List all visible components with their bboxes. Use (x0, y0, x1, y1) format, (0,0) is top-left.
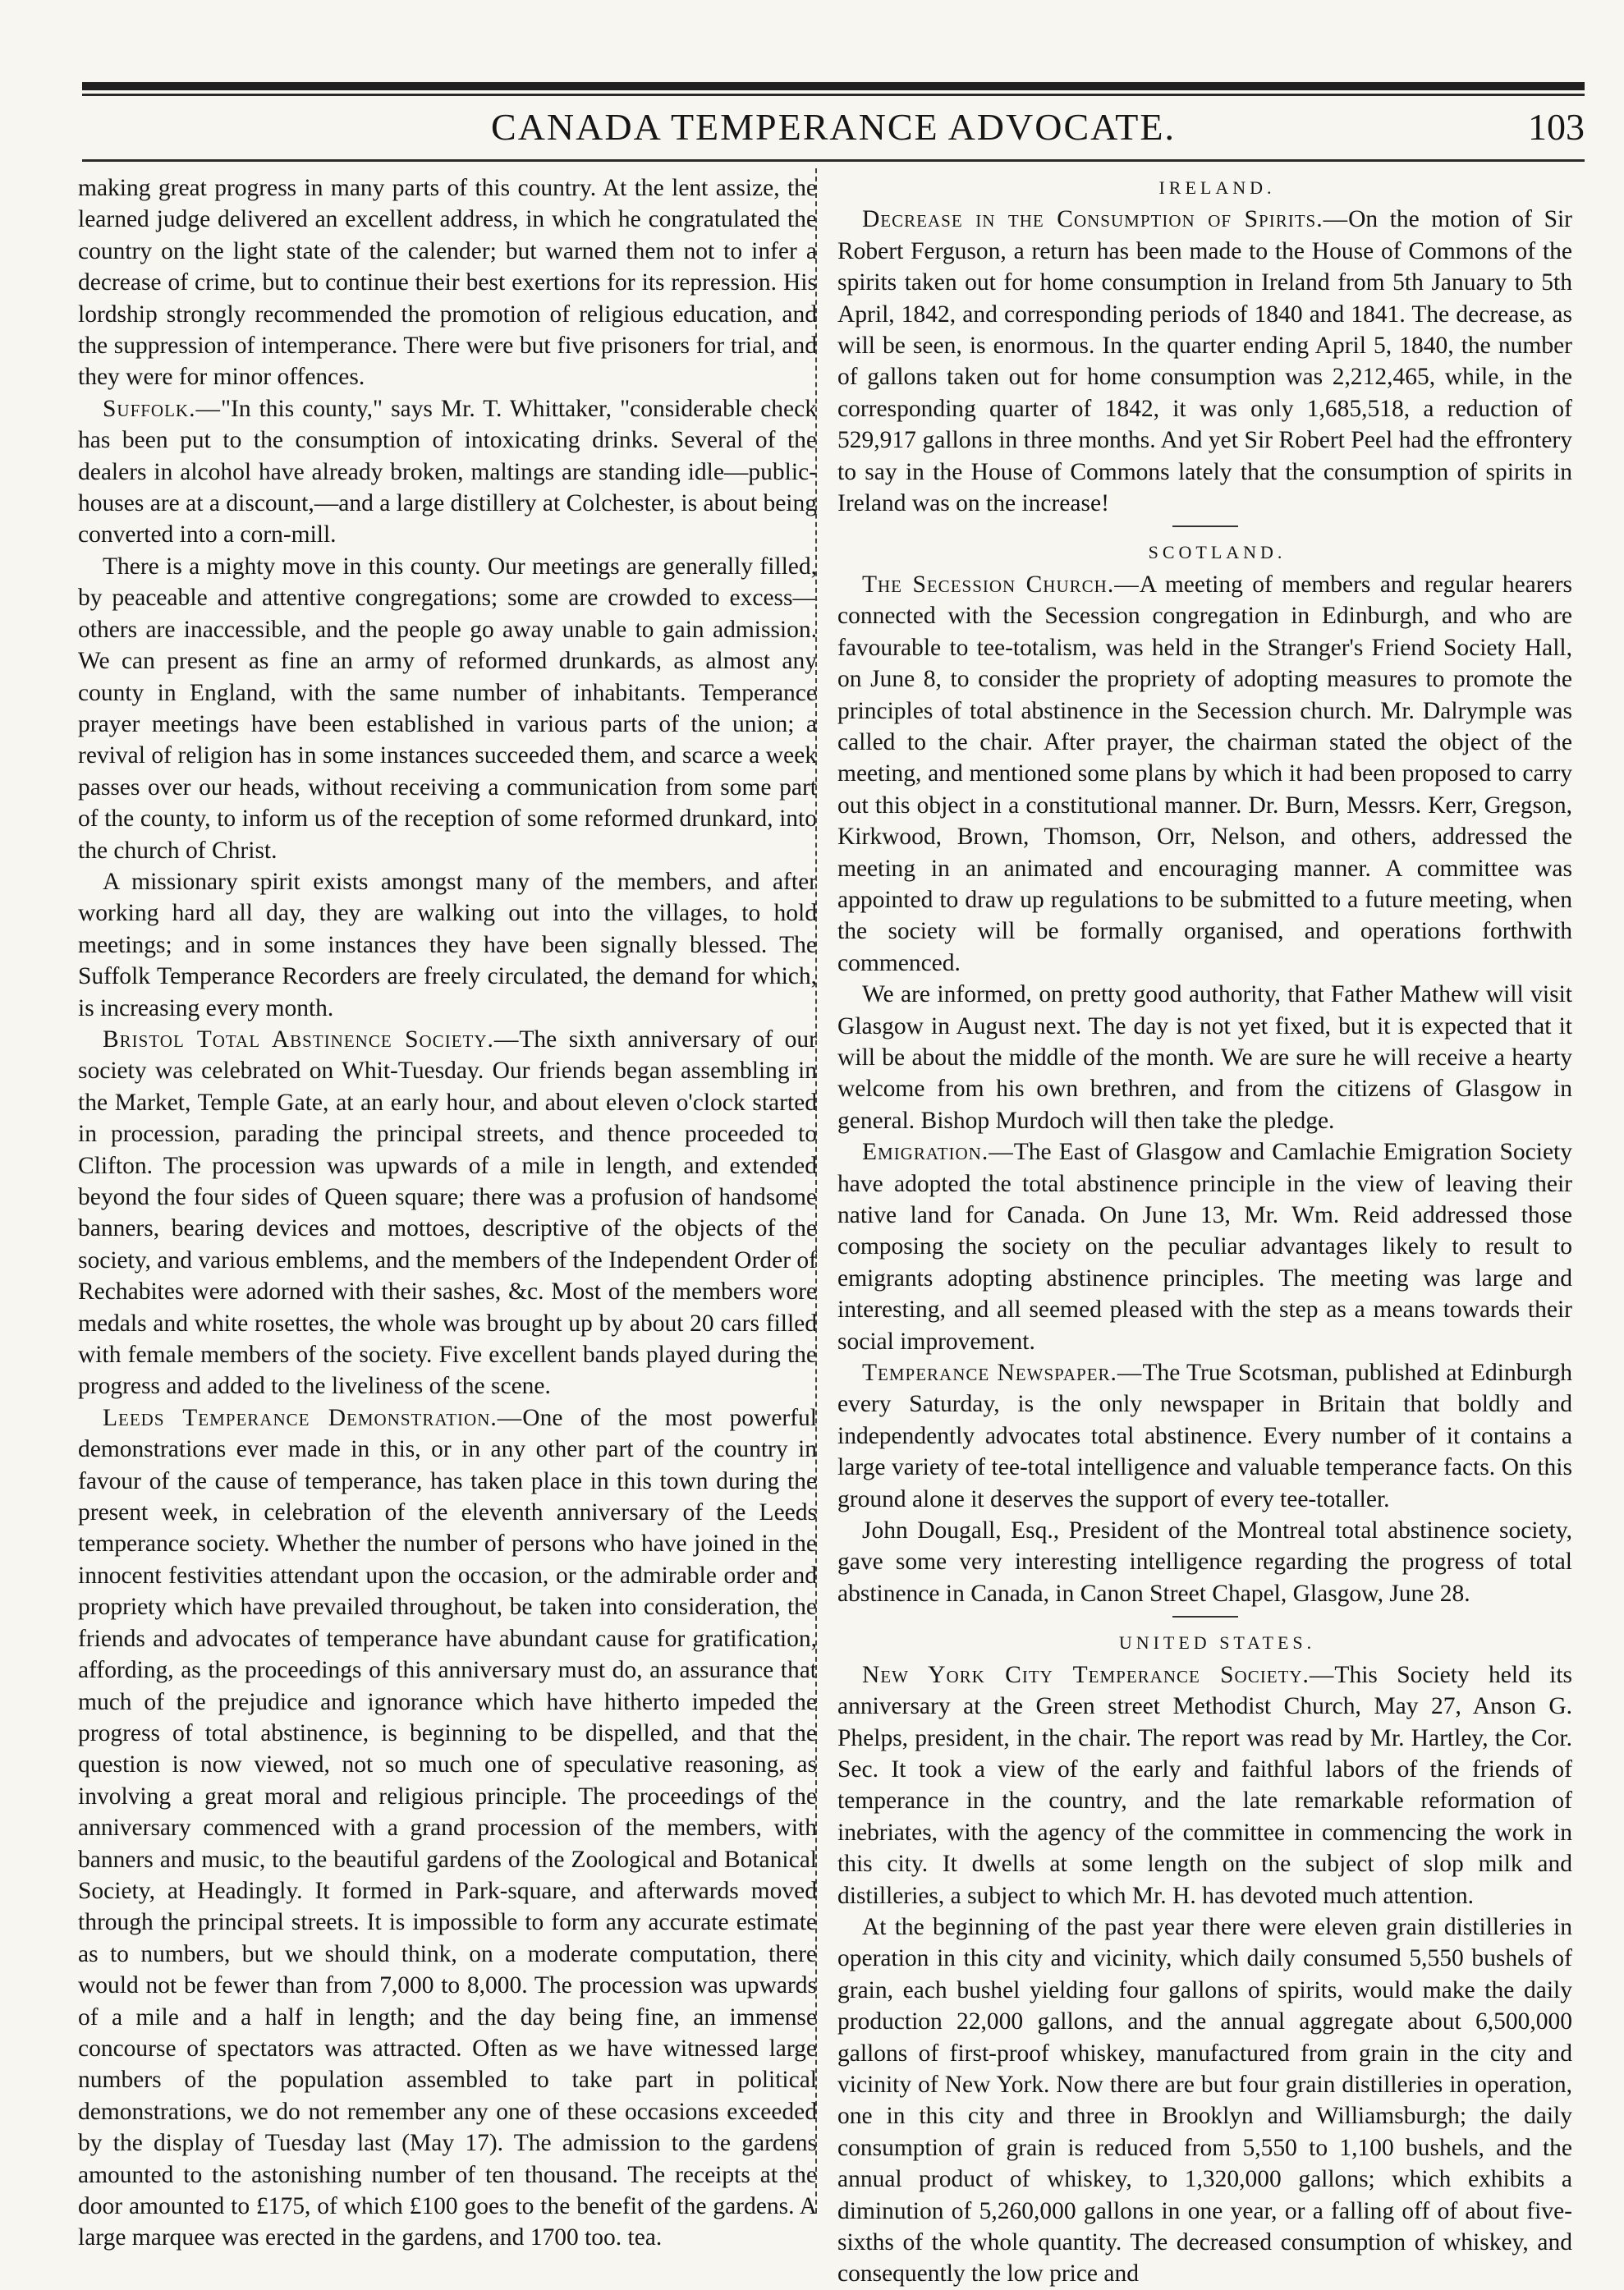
header-rule (82, 159, 1585, 162)
paragraph-heading: The Secession Church.— (862, 571, 1140, 598)
article-paragraph (78, 172, 817, 393)
paragraph-text: John Dougall, Esq., President of the Montreal total abstinence society, gave some very interesting intelligence regarding the progress of total abstinence in Canada, in Canon Street Chapel, Glasgow, June 28. (837, 1517, 1572, 1607)
paragraph-text: The East of Glasgow and Camlachie Emigration Society have adopted the total abstinence principle in the view of leaving their native land for Canada. On June 13, Mr. Wm. Reid addressed those composing the society on the peculiar advantages likely to result to emigrants adopting abstinence principles. The meeting was large and interesting, and all seemed pleased with the step as a means towards their social improvement. (837, 1139, 1572, 1355)
paragraph-text: At the beginning of the past year there were eleven grain distilleries in operation in this city and vicinity, which daily consumed 5,550 bushels of grain, each bushel yielding four gallons of spirits, would make the daily production 22,000 gallons, and the annual aggregate about 6,500,000 gallons of first-proof whiskey, manufactured from grain in the city and vicinity of New York. Now there are but four grain distilleries in operation, one in this city and three in Brooklyn and Williamsburgh; the daily consumption of grain is reduced from 5,550 to 1,100 bushels, and the annual product of whiskey, to 1,320,000 gallons; which exhibits a diminution of 5,260,000 gallons in one year, or a falling off of about five-sixths of the whole quantity. The decreased consumption of whiskey, and consequently the low price and (837, 1913, 1572, 2288)
article-paragraph (837, 1515, 1572, 1609)
page-header (82, 105, 1585, 154)
article-paragraph (78, 551, 817, 866)
left-column (78, 172, 817, 2254)
paragraph-text: "In this county," says Mr. T. Whittaker, "considerable check has been put to the consumption of intoxicating drinks. Several of the dealers in alcohol have already broken, maltings are standing idle—public-houses are at a discount,—and a large distillery at Colchester, is about being converted into a corn-mill. (78, 395, 817, 548)
section-rule (1172, 525, 1238, 527)
paragraph-heading: Leeds Temperance Demonstration.— (103, 1404, 523, 1431)
column-divider (815, 168, 819, 2213)
article-paragraph (837, 979, 1572, 1136)
article-paragraph (837, 569, 1572, 979)
article-paragraph (78, 1402, 817, 2254)
paragraph-heading: Decrease in the Consumption of Spirits.— (862, 206, 1349, 233)
page-number: 103 (1528, 106, 1585, 148)
paragraph-heading: Bristol Total Abstinence Society.— (103, 1026, 520, 1053)
paragraph-text: A missionary spirit exists amongst many of the members, and after working hard all day, they are walking out into the villages, to hold meetings; and in some instances they have been signally blessed. The Suffolk Temperance Recorders are freely circulated, the demand for which, is increasing every month. (78, 868, 817, 1021)
paragraph-text: The True Scotsman, published at Edinburgh every Saturday, is the only newspaper in Britain that boldly and independently advocates total abstinence. Every number of it contains a large variety of tee-total intelligence and valuable temperance facts. On this ground alone it deserves the support of every tee-totaller. (837, 1360, 1572, 1512)
publication-title: CANADA TEMPERANCE ADVOCATE. (491, 106, 1176, 148)
article-paragraph (837, 1357, 1572, 1515)
section-heading: SCOTLAND. (1148, 542, 1287, 563)
article-paragraph (837, 1911, 1572, 2290)
paragraph-text: One of the most powerful demonstrations ever made in this, or in any other part of the country in favour of the cause of temperance, has taken place in this town during the present week, in celebration of the eleventh anniversary of the Leeds temperance society. Whether the number of persons who have joined in the innocent festivities attendant upon the occasion, or the admirable order and propriety which have prevailed throughout, be taken into consideration, the friends and advocates of temperance have abundant cause for gratification, affording, as the proceedings of this anniversary must do, an assurance that much of the prejudice and ignorance which have hitherto impeded the progress of total abstinence, is beginning to be dispelled, and that the question is now viewed, not so much one of speculative reasoning, as involving a great moral and religious principle. The proceedings of the anniversary commenced with a grand procession of the members, with banners and music, to the beautiful gardens of the Zoological and Botanical Society, at Headingly. It formed in Park-square, and afterwards moved through the principal streets. It is impossible to form any accurate estimate as to numbers, but we should think, on a moderate computation, there would not be fewer than from 7,000 to 8,000. The procession was upwards of a mile and a half in length; and the day being fine, an immense concourse of spectators was attracted. Often as we have witnessed large numbers of the population assembled to take part in political demonstrations, we do not remember any one of these occasions exceeded by the display of Tuesday last (May 17). The admission to the gardens amounted to the astonishing number of ten thousand. The receipts at the door amounted to £175, of which £100 goes to the benefit of the gardens. A large marquee was erected in the gardens, and 1700 too. tea. (78, 1404, 818, 2251)
paragraph-heading: Suffolk.— (103, 395, 221, 422)
right-column (837, 172, 1572, 2290)
article-paragraph (78, 1024, 817, 1402)
article-paragraph (78, 393, 817, 551)
paragraph-text: The sixth anniversary of our society was celebrated on Whit-Tuesday. Our friends began assembling in the Market, Temple Gate, at an early hour, and about eleven o'clock started in procession, parading the principal streets, and thence proceeded to Clifton. The procession was upwards of a mile in length, and extended beyond the four sides of Queen square; there was a profusion of handsome banners, bearing devices and mottoes, descriptive of the objects of the society, and various emblems, and the members of the Independent Order of Rechabites were adorned with their sashes, &c. Most of the members wore medals and white rosettes, the whole was brought up by about 20 cars filled with female members of the society. Five excellent bands played during the progress and added to the liveliness of the scene. (78, 1026, 818, 1400)
article-paragraph (837, 204, 1572, 519)
top-thin-rule (82, 94, 1585, 96)
paragraph-heading: Emigration.— (862, 1139, 1014, 1166)
article-paragraph (78, 866, 817, 1024)
paragraph-text: On the motion of Sir Robert Ferguson, a return has been made to the House of Commons of the spirits taken out for home consumption in Ireland from 5th January to 5th April, 1842, and corresponding periods of 1840 and 1841. The decrease, as will be seen, is enormous. In the quarter ending April 5, 1840, the number of gallons taken out for home consumption was 2,212,465, while, in the corresponding quarter of 1842, it was only 1,685,518, a reduction of 529,917 gallons in three months. And yet Sir Robert Peel had the effrontery to say in the House of Commons lately that the consumption of spirits in Ireland was on the increase! (837, 206, 1572, 517)
paragraph-text: We are informed, on pretty good authority, that Father Mathew will visit Glasgow in August next. The day is not yet fixed, but it is expected that it will be about the middle of the month. We are sure he will receive a hearty welcome from his own brethren, and from the citizens of Glasgow in general. Bishop Murdoch will then take the pledge. (837, 981, 1572, 1134)
paragraph-text: A meeting of members and regular hearers connected with the Secession congregation in Edinburgh, and who are favourable to tee-totalism, was held in the Stranger's Friend Society Hall, on June 8, to consider the propriety of adopting measures to promote the principles of total abstinence in the Secession church. Mr. Dalrymple was called to the chair. After prayer, the chairman stated the object of the meeting, and mentioned some plans by which it had been proposed to carry out this object in a constitutional manner. Dr. Burn, Messrs. Kerr, Gregson, Kirkwood, Brown, Thomson, Orr, Nelson, and others, addressed the meeting in an animated and encouraging manner. A committee was appointed to draw up regulations to be submitted to a future meeting, when the society will be formally organised, and operations forthwith commenced. (837, 571, 1572, 976)
section-heading: IRELAND. (1158, 177, 1276, 198)
paragraph-text: This Society held its anniversary at the Green street Methodist Church, May 27, Anson G. Phelps, president, in the chair. The report was read by Mr. Hartley, the Cor. Sec. It took a view of the early and faithful labors of the friends of temperance in the country, and the late remarkable reformation of inebriates, with the agency of the committee in commencing the work in this city. It dwells at some length on the subject of slop milk and distilleries, a subject to which Mr. H. has devoted much attention. (837, 1661, 1572, 1909)
section-rule (1172, 1616, 1238, 1618)
top-thick-rule (82, 82, 1585, 90)
section-heading: UNITED STATES. (1118, 1632, 1316, 1654)
article-paragraph (837, 1659, 1572, 1911)
paragraph-text: making great progress in many parts of this country. At the lent assize, the learned judge delivered an excellent address, in which he congratulated the country on the light state of the calender; but warned them not to infer a decrease of crime, but to continue their best exertions for its repression. His lordship strongly recommended the promotion of religious education, and the suppression of intemperance. There were but five prisoners for trial, and they were for minor offences. (78, 175, 817, 391)
article-paragraph (837, 1136, 1572, 1357)
paragraph-text: There is a mighty move in this county. Our meetings are generally filled, by peaceable and attentive congregations; some are crowded to excess—others are inaccessible, and the people go away unable to gain admission. We can present as fine an army of reformed drunkards, as almost any county in England, with the same number of inhabitants. Temperance prayer meetings have been established in various parts of the union; a revival of religion has in some instances succeeded them, and scarce a week passes over our heads, without receiving a communication from some part of the county, to inform us of the reception of some reformed drunkard, into the church of Christ. (78, 553, 817, 864)
paragraph-heading: New York City Temperance Society.— (862, 1661, 1335, 1688)
paragraph-heading: Temperance Newspaper.— (862, 1360, 1143, 1387)
